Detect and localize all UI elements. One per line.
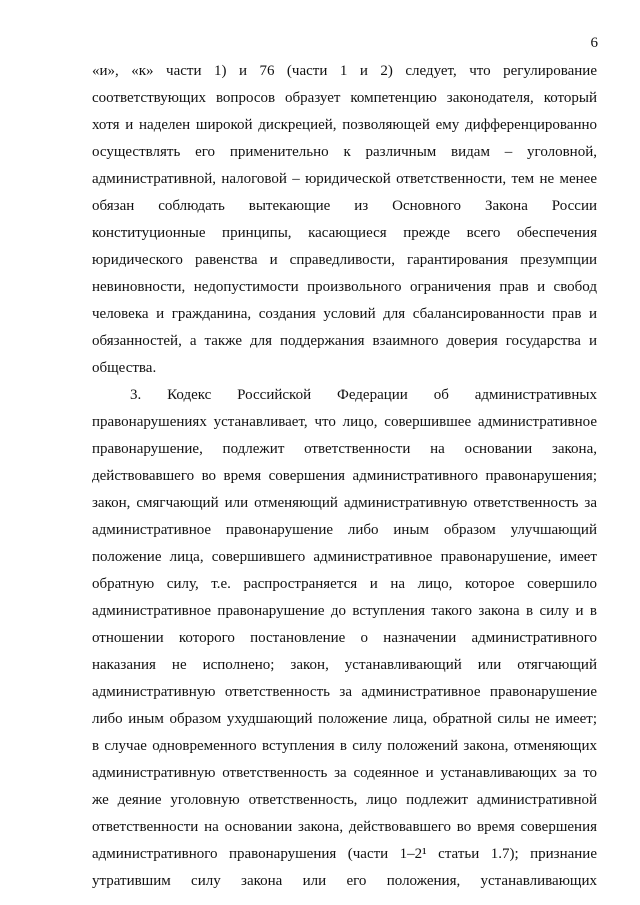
text-line: невиновности, недопустимости произвольного ограничения прав и свобод — [92, 279, 597, 295]
text-line: административной, налоговой – юридической ответственности, тем не менее — [92, 171, 597, 187]
text-line: 3. Кодекс Российской Федерации об административных — [130, 387, 597, 403]
text-line: утратившим силу закона или его положения, устанавливающих — [92, 873, 597, 889]
text-line: «и», «к» части 1) и 76 (части 1 и 2) следует, что регулирование — [92, 63, 597, 79]
text-line: человека и гражданина, создания условий для сбалансированности прав и — [92, 306, 597, 322]
paragraph-continuation — [92, 58, 597, 382]
text-line: правонарушение, подлежит ответственности на основании закона, — [92, 441, 597, 457]
text-line: юридического равенства и справедливости, гарантирования презумпции — [92, 252, 597, 268]
text-line: хотя и наделен широкой дискрецией, позволяющей ему дифференцированно — [92, 117, 597, 133]
page-number: 6 — [590, 35, 598, 51]
text-line: административную ответственность за содеянное и устанавливающих за то — [92, 765, 597, 781]
text-line: правонарушениях устанавливает, что лицо, совершившее административное — [92, 414, 597, 430]
text-line: соответствующих вопросов образует компетенцию законодателя, который — [92, 90, 597, 106]
text-line: в случае одновременного вступления в силу положений закона, отменяющих — [92, 738, 597, 754]
text-line: либо иным образом ухудшающий положение лица, обратной силы не имеет; — [92, 711, 597, 727]
paragraph-3 — [92, 382, 597, 895]
text-line: закон, смягчающий или отменяющий административную ответственность за — [92, 495, 597, 511]
text-line: отношении которого постановление о назначении административного — [92, 630, 597, 646]
text-line: административное правонарушение до вступления такого закона в силу и в — [92, 603, 597, 619]
text-line: административное правонарушение либо иным образом улучшающий — [92, 522, 597, 538]
document-body — [92, 58, 597, 895]
text-line: действовавшего во время совершения административного правонарушения; — [92, 468, 597, 484]
text-line: обратную силу, т.е. распространяется и на лицо, которое совершило — [92, 576, 597, 592]
text-line: наказания не исполнено; закон, устанавливающий или отягчающий — [92, 657, 597, 673]
text-line: административного правонарушения (части 1–2¹ статьи 1.7); признание — [92, 846, 597, 862]
text-line: конституционные принципы, касающиеся прежде всего обеспечения — [92, 225, 597, 241]
text-line: административную ответственность за административное правонарушение — [92, 684, 597, 700]
text-line: же деяние уголовную ответственность, лицо подлежит административной — [92, 792, 597, 808]
text-line: осуществлять его применительно к различным видам – уголовной, — [92, 144, 597, 160]
text-line: обязан соблюдать вытекающие из Основного Закона России — [92, 198, 597, 214]
text-line: обязанностей, а также для поддержания взаимного доверия государства и — [92, 333, 597, 349]
text-line: положение лица, совершившего административное правонарушение, имеет — [92, 549, 597, 565]
text-line: ответственности на основании закона, действовавшего во время совершения — [92, 819, 597, 835]
text-line: общества. — [92, 360, 157, 376]
